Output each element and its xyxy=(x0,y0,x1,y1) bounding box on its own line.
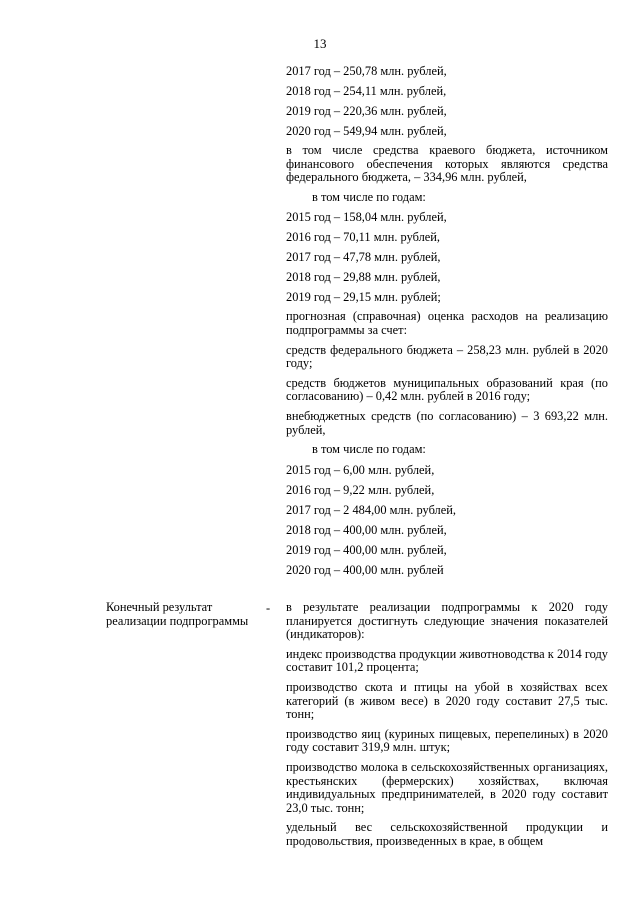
funding-paragraph: средств федерального бюджета – 258,23 млн. рублей в 2020 году; xyxy=(286,342,608,371)
funding-line: 2017 год – 2 484,00 млн. рублей, xyxy=(286,502,456,517)
funding-line: 2019 год – 29,15 млн. рублей; xyxy=(286,290,441,305)
funding-line: 2016 год – 9,22 млн. рублей, xyxy=(286,482,435,497)
funding-paragraph: внебюджетных средств (по согласованию) – 3 693,22 млн. рублей, xyxy=(286,408,608,437)
funding-line: 2015 год – 158,04 млн. рублей, xyxy=(286,210,447,225)
funding-line: 2015 год – 6,00 млн. рублей, xyxy=(286,462,435,477)
funding-line: 2020 год – 549,94 млн. рублей, xyxy=(286,124,447,138)
funding-subheading: в том числе по годам: xyxy=(312,189,426,204)
funding-line: 2018 год – 400,00 млн. рублей, xyxy=(286,522,447,537)
funding-line: 2020 год – 400,00 млн. рублей xyxy=(286,562,444,577)
funding-paragraph: прогнозная (справочная) оценка расходов на реализацию подпрограммы за счет: xyxy=(286,309,608,337)
funding-line: 2019 год – 400,00 млн. рублей, xyxy=(286,542,447,557)
result-paragraph: производство яиц (куриных пищевых, перепелиных) в 2020 году составит 319,9 млн. штук; xyxy=(286,726,608,755)
result-paragraph: индекс производства продукции животноводства к 2014 году составит 101,2 процента; xyxy=(286,646,608,675)
funding-line: 2018 год – 29,88 млн. рублей, xyxy=(286,270,441,285)
result-paragraph: производство молока в сельскохозяйственных организациях, крестьянских (фермерских) хозяйствах, включая индивидуальных предпринимателей, в 2020 году составит 23,0 тыс. тонн; xyxy=(286,759,608,815)
funding-line: 2017 год – 250,78 млн. рублей, xyxy=(286,64,447,78)
result-paragraph: в результате реализации подпрограммы к 2020 году планируется достигнуть следующие значения показателей (индикаторов): xyxy=(286,600,608,642)
funding-line: 2018 год – 254,11 млн. рублей, xyxy=(286,84,447,98)
funding-subheading: в том числе по годам: xyxy=(312,442,426,457)
label-dash: - xyxy=(266,601,271,615)
funding-paragraph: в том числе средства краевого бюджета, источником финансового обеспечения которых являются средства федерального бюджета, – 334,96 млн. рублей, xyxy=(286,143,608,185)
funding-block xyxy=(286,64,608,583)
result-paragraph: производство скота и птицы на убой в хозяйствах всех категорий (в живом весе) в 2020 году составит 27,5 тыс. тонн; xyxy=(286,679,608,722)
funding-line: 2019 год – 220,36 млн. рублей, xyxy=(286,104,447,118)
funding-line: 2016 год – 70,11 млн. рублей, xyxy=(286,230,441,245)
result-block xyxy=(286,601,608,855)
funding-line: 2017 год – 47,78 млн. рублей, xyxy=(286,250,441,265)
page-number: 13 xyxy=(313,36,327,51)
result-label: Конечный результат реализации подпрограммы xyxy=(106,600,249,628)
funding-paragraph: средств бюджетов муниципальных образований края (по согласованию) – 0,42 млн. рублей в 2016 году; xyxy=(286,375,608,404)
result-paragraph: удельный вес сельскохозяйственной продукции и продовольствия, произведенных в крае, в общем xyxy=(286,820,608,848)
